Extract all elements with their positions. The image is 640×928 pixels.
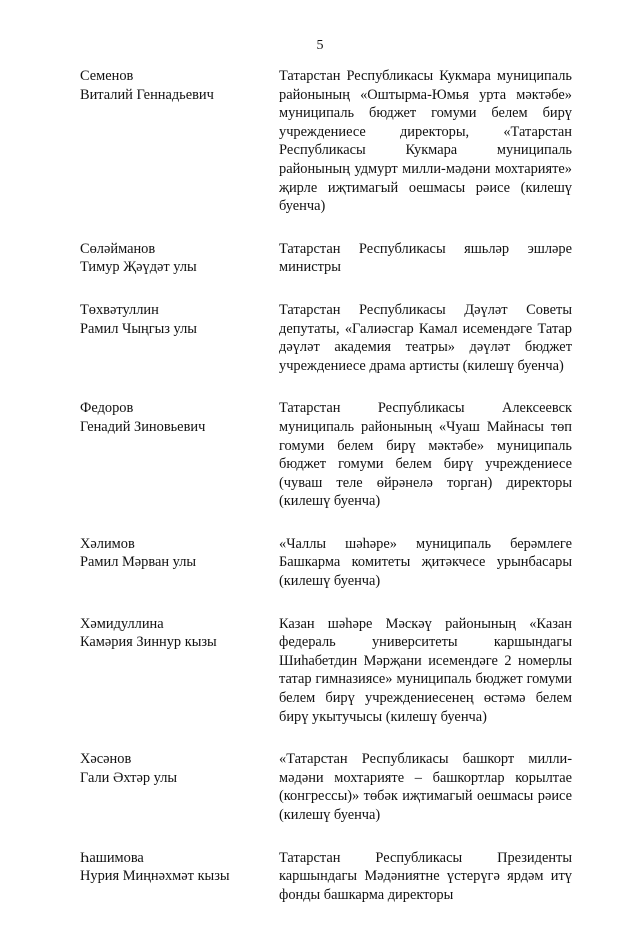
- member-entry: [80, 399, 572, 511]
- member-entry: [80, 67, 572, 216]
- member-surname: Сөләйманов: [80, 240, 156, 257]
- member-entry: [80, 750, 572, 824]
- member-entry: [80, 301, 572, 375]
- member-position: «Татарстан Республикасы башкорт милли-мәдәни мохтарияте – башкортлар корылтае (конгрессы)» төбәк иҗтимагый оешмасы рәисе (килешү буенча): [279, 751, 572, 823]
- member-name: [80, 67, 270, 216]
- member-name: [80, 399, 270, 511]
- member-surname: Хәмидуллина: [80, 615, 164, 632]
- member-position: Татарстан Республикасы Алексеевск муниципаль районының «Чуаш Майнасы төп гомуми белем бирү мәктәбе» муниципаль бюджет гомуми белем бирү учреждениесе (чуваш теле өйрәнелә торган) директоры (килешү буенча): [279, 400, 572, 510]
- member-position: Казан шәһәре Мәскәү районының «Казан федераль университеты каршындагы Шиһабетдин Мәрҗани исемендәге 2 номерлы татар гимназиясе» муниципаль бюджет гомуми белем бирү учреждениесенең өстәмә белем бирү укытучысы (килешү буенча): [279, 615, 572, 725]
- member-given-names: Генадий Зиновьевич: [80, 418, 206, 435]
- member-entry: [80, 849, 572, 905]
- member-position: Татарстан Республикасы Кукмара муниципаль районының «Оштырма-Юмья урта мәктәбе» муниципаль бюджет гомуми белем бирү учреждениесе директоры, «Татарстан Республикасы Кукмара муниципаль районының удмурт милли-мәдәни мохтарияте» җирле иҗтимагый оешмасы рәисе (килешү буенча): [279, 68, 572, 215]
- member-surname: Төхвәтуллин: [80, 301, 159, 318]
- member-given-names: Тимур Җәүдәт улы: [80, 259, 197, 276]
- member-entry: [80, 240, 572, 277]
- member-name: [80, 849, 270, 905]
- member-position: Татарстан Республикасы Дәүләт Советы депутаты, «Галиәсгар Камал исемендәге Татар дәүләт академия театры» дәүләт бюджет учреждениесе драма артисты (килешү буенча): [279, 301, 572, 374]
- member-given-names: Виталий Геннадьевич: [80, 86, 214, 103]
- member-entry: [80, 615, 572, 727]
- member-given-names: Нурия Миңнәхмәт кызы: [80, 868, 230, 885]
- member-name: [80, 240, 270, 277]
- member-given-names: Гали Әхтәр улы: [80, 769, 178, 786]
- member-surname: Һашимова: [80, 849, 144, 866]
- member-surname: Федоров: [80, 400, 134, 417]
- member-surname: Хәсәнов: [80, 751, 132, 768]
- member-name: [80, 615, 270, 727]
- member-given-names: Рамил Мәрван улы: [80, 554, 197, 571]
- member-given-names: Рамил Чыңгыз улы: [80, 320, 197, 337]
- member-entry: [80, 535, 572, 591]
- member-surname: Хәлимов: [80, 535, 135, 552]
- member-name: [80, 301, 270, 375]
- member-position: «Чаллы шәһәре» муниципаль берәмлеге Башкарма комитеты җитәкчесе урынбасары (килешү буенча): [279, 535, 572, 590]
- member-name: [80, 535, 270, 591]
- member-position: Татарстан Республикасы яшьләр эшләре министры: [279, 240, 572, 276]
- member-name: [80, 750, 270, 824]
- member-position: Татарстан Республикасы Президенты каршындагы Мәдәниятне үстерүгә ярдәм итү фонды башкарма директоры: [279, 849, 572, 903]
- member-surname: Семенов: [80, 68, 134, 84]
- page-number: 5: [316, 38, 324, 53]
- members-list: [80, 67, 572, 928]
- member-given-names: Камәрия Зиннур кызы: [80, 634, 217, 651]
